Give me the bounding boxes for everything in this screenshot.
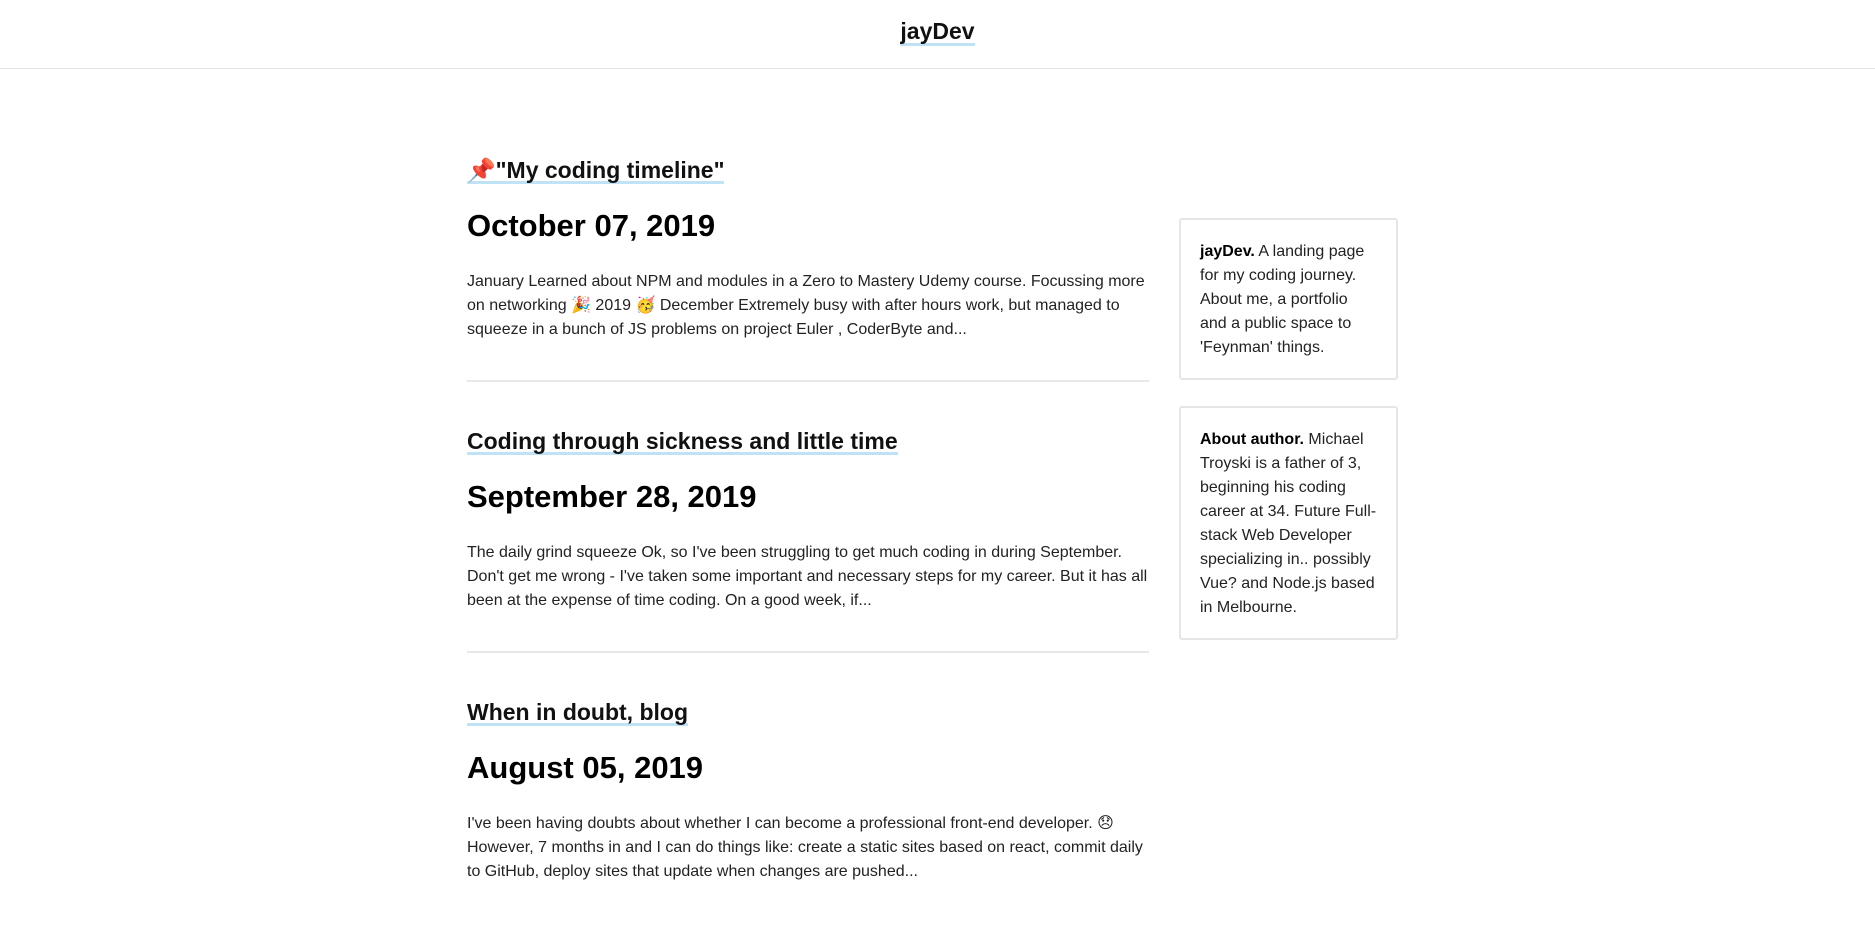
post-date: October 07, 2019: [467, 208, 716, 243]
about-site-text: A landing page for my coding journey. About me, a portfolio and a public space to 'Feynman' things.: [1200, 243, 1365, 356]
post-excerpt: The daily grind squeeze Ok, so I've been struggling to get much coding in during September. Don't get me wrong - I've taken some important and necessary steps for my career. But it has all been at the expense of time coding. On a good week, if...: [467, 544, 1148, 609]
site-header: [0, 0, 1875, 69]
sidebar: [1179, 218, 1398, 666]
post-date: September 28, 2019: [467, 479, 757, 514]
post-list: [467, 157, 1149, 922]
about-author-label: About author.: [1200, 431, 1304, 448]
post-title-link[interactable]: When in doubt, blog: [467, 699, 688, 725]
post-title-link[interactable]: 📌"My coding timeline": [467, 157, 725, 183]
about-author-card: [1179, 406, 1398, 640]
post-item: [467, 382, 1149, 653]
about-author-text: Michael Troyski is a father of 3, beginning his coding career at 34. Future Full-stack Web Developer specializing in.. possibly Vue? and Node.js based in Melbourne.: [1200, 431, 1377, 616]
post-excerpt: I've been having doubts about whether I can become a professional front-end developer. 😞 However, 7 months in and I can do things like: create a static sites based on react, commit daily to GitHub, deploy sites that update when changes are pushed...: [467, 815, 1143, 880]
post-title-link[interactable]: Coding through sickness and little time: [467, 428, 898, 454]
about-site-card: [1179, 218, 1398, 380]
post-excerpt: January Learned about NPM and modules in a Zero to Mastery Udemy course. Focussing more on networking 🎉 2019 🥳 December Extremely busy with after hours work, but managed to squeeze in a bunch of JS problems on project Euler , CoderByte and...: [467, 273, 1145, 338]
site-title-link[interactable]: jayDev: [900, 18, 975, 44]
post-item: [467, 157, 1149, 382]
post-date: August 05, 2019: [467, 750, 704, 785]
post-item: [467, 653, 1149, 922]
about-site-label: jayDev.: [1200, 243, 1255, 260]
